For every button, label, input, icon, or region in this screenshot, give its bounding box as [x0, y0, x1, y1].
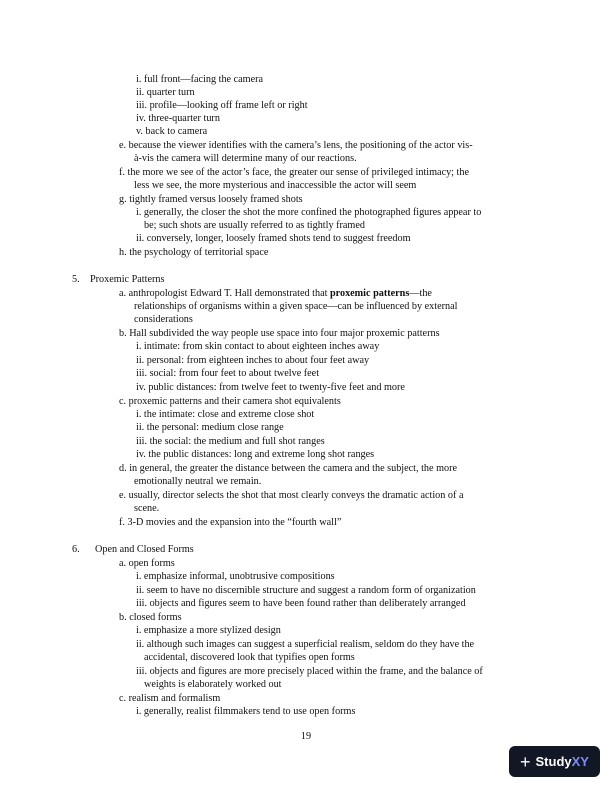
list-item: iii. the social: the medium and full shot ranges: [136, 436, 325, 447]
list-item: i. intimate: from skin contact to about eighteen inches away: [136, 341, 380, 352]
list-item-continued: à-vis the camera will determine many of our reactions.: [134, 153, 357, 164]
text: a. anthropologist Edward T. Hall demonstrated that: [119, 288, 330, 299]
list-item: i. generally, realist filmmakers tend to use open forms: [136, 706, 356, 717]
list-item: i. emphasize informal, unobtrusive compositions: [136, 571, 335, 582]
text: —the: [409, 288, 432, 299]
list-item-continued: less we see, the more mysterious and inaccessible the actor will seem: [134, 180, 417, 191]
list-item: f. 3-D movies and the expansion into the “fourth wall”: [119, 517, 342, 528]
list-item: ii. conversely, longer, loosely framed shots tend to suggest freedom: [136, 233, 411, 244]
list-item-continued: considerations: [134, 314, 193, 325]
list-item: [119, 287, 432, 301]
list-item-continued: scene.: [134, 503, 160, 514]
list-item: ii. seem to have no discernible structure and suggest a random form of organization: [136, 585, 476, 596]
list-item: i. emphasize a more stylized design: [136, 625, 281, 636]
list-item: g. tightly framed versus loosely framed shots: [119, 194, 303, 205]
list-item-continued: relationships of organisms within a given space—can be influenced by external: [134, 301, 458, 312]
list-item: iii. objects and figures are more precisely placed within the frame, and the balance of: [136, 666, 483, 677]
section-title: Proxemic Patterns: [90, 274, 165, 285]
list-item: b. closed forms: [119, 612, 182, 623]
list-item: ii. personal: from eighteen inches to about four feet away: [136, 355, 370, 366]
section-number: 6.: [72, 544, 80, 555]
section-title: Open and Closed Forms: [95, 544, 194, 555]
logo-text-accent: XY: [571, 753, 589, 769]
list-item: ii. the personal: medium close range: [136, 422, 284, 433]
list-item: ii. although such images can suggest a superficial realism, seldom do they have the: [136, 639, 475, 650]
studyxy-logo[interactable]: [509, 746, 600, 777]
plus-icon: +: [520, 751, 531, 772]
list-item: iv. the public distances: long and extreme long shot ranges: [136, 449, 375, 460]
list-item: i. the intimate: close and extreme close shot: [136, 409, 315, 420]
list-item: iii. objects and figures seem to have been found rather than deliberately arranged: [136, 598, 466, 609]
section-heading-open-closed-forms: [72, 543, 194, 557]
list-item: c. realism and formalism: [119, 693, 221, 704]
list-item: c. proxemic patterns and their camera shot equivalents: [119, 396, 341, 407]
list-item: b. Hall subdivided the way people use space into four major proxemic patterns: [119, 328, 440, 339]
list-item: v. back to camera: [136, 126, 208, 137]
page-number: 19: [300, 731, 312, 742]
list-item-continued: accidental, discovered look that typifies open forms: [144, 652, 355, 663]
section-heading-proxemic-patterns: [72, 273, 164, 287]
list-item: d. in general, the greater the distance between the camera and the subject, the more: [119, 463, 458, 474]
list-item: f. the more we see of the actor’s face, the greater our sense of privileged intimacy; the: [119, 167, 470, 178]
list-item: iv. public distances: from twelve feet to twenty-five feet and more: [136, 382, 405, 393]
logo-text: Study: [535, 753, 572, 769]
list-item: i. generally, the closer the shot the more confined the photographed figures appear to: [136, 207, 482, 218]
list-item-continued: emotionally neutral we remain.: [134, 476, 262, 487]
list-item: e. usually, director selects the shot that most clearly conveys the dramatic action of a: [119, 490, 464, 501]
list-item: iii. social: from four feet to about twelve feet: [136, 368, 320, 379]
section-number: 5.: [72, 274, 80, 285]
list-item: iv. three-quarter turn: [136, 113, 220, 124]
bold-term: proxemic patterns: [329, 288, 410, 299]
list-item: iii. profile—looking off frame left or right: [136, 100, 308, 111]
list-item: i. full front—facing the camera: [136, 74, 264, 85]
list-item-continued: be; such shots are usually referred to as tightly framed: [144, 220, 365, 231]
list-item: ii. quarter turn: [136, 87, 195, 98]
list-item: e. because the viewer identifies with the camera’s lens, the positioning of the actor vis-: [119, 140, 473, 151]
list-item-continued: weights is elaborately worked out: [144, 679, 282, 690]
list-item: a. open forms: [119, 558, 175, 569]
list-item: h. the psychology of territorial space: [119, 247, 269, 258]
